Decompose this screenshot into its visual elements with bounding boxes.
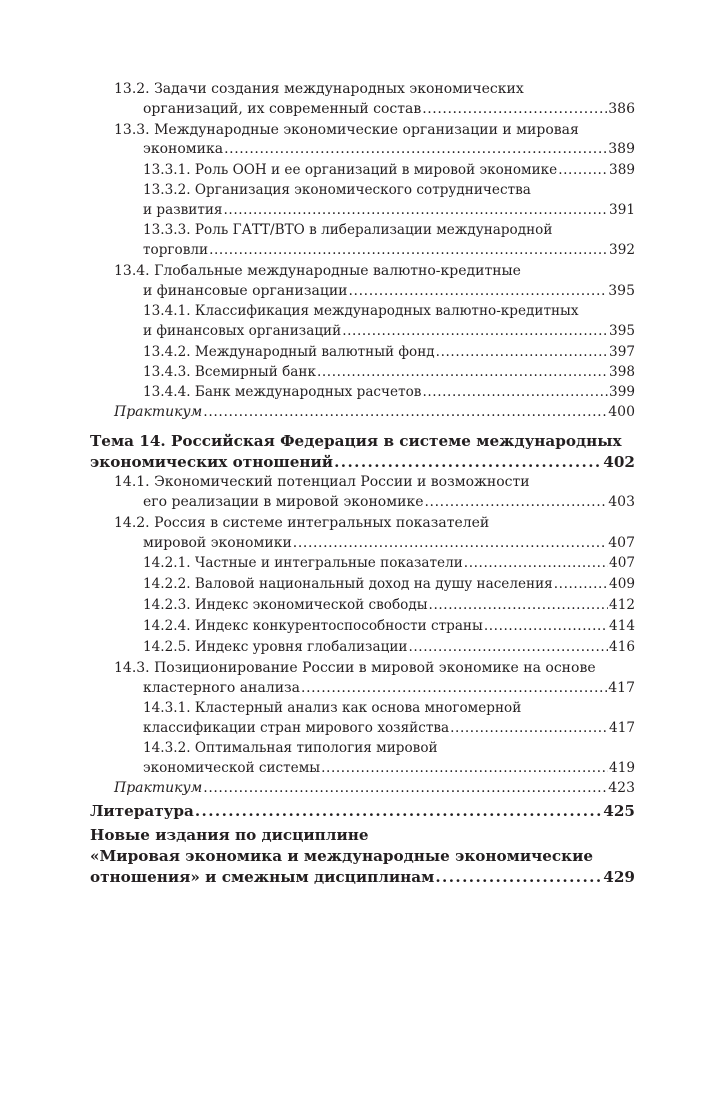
- dot-leader: [349, 283, 608, 299]
- toc-entry-title: 14.2.5. Индекс уровня глобализации: [143, 639, 408, 655]
- dot-leader: [223, 202, 608, 218]
- toc-entry-title: 13.4.3. Всемирный банк: [143, 364, 316, 380]
- toc-entry-title: организаций, их современный состав: [143, 101, 422, 117]
- toc-entry-14-3-1-cont: [143, 720, 635, 736]
- toc-page-number: 407: [608, 535, 635, 551]
- toc-entry-13-2: [114, 81, 524, 97]
- toc-page-number: 409: [609, 576, 635, 592]
- toc-entry-title: Практикум: [114, 404, 203, 420]
- toc-page-number: 389: [608, 141, 635, 157]
- toc-page-number: 391: [609, 202, 635, 218]
- toc-entry-title: 13.4. Глобальные международные валютно-кредитные: [114, 263, 521, 279]
- toc-entry-title: 14.2.1. Частные и интегральные показатели: [143, 555, 463, 571]
- toc-entry-title: и финансовых организаций: [143, 323, 342, 339]
- toc-page-number: 407: [609, 555, 635, 571]
- toc-entry-title: и финансовые организации: [143, 283, 348, 299]
- toc-page-number: 414: [609, 618, 635, 634]
- toc-page-number: 419: [609, 760, 635, 776]
- toc-entry-14-2-5: [143, 639, 635, 655]
- dot-leader: [317, 364, 608, 380]
- toc-entry-13-4-4: [143, 384, 635, 400]
- toc-entry-title: кластерного анализа: [143, 680, 301, 696]
- toc-entry-13-3-3: [143, 222, 552, 238]
- toc-page-number: 398: [609, 364, 635, 380]
- dot-leader: [429, 597, 609, 613]
- dot-leader: [422, 384, 608, 400]
- dot-leader: [195, 802, 602, 820]
- toc-entry-title: мировой экономики: [143, 535, 292, 551]
- toc-page-number: 399: [609, 384, 635, 400]
- toc-entry-14-2-3: [143, 597, 635, 613]
- dot-leader: [554, 576, 608, 592]
- toc-entry-title: 13.3.1. Роль ООН и ее организаций в мировой экономике: [143, 162, 558, 178]
- toc-topic-14-cont: [90, 453, 635, 471]
- toc-entry-14-2-cont: [143, 535, 635, 551]
- dot-leader: [334, 453, 602, 471]
- toc-entry-14-2-4: [143, 618, 635, 634]
- toc-topic-title: Тема 14. Российская Федерация в системе международных: [90, 432, 622, 450]
- dot-leader: [436, 344, 608, 360]
- toc-literature: [90, 802, 635, 820]
- dot-leader: [408, 639, 608, 655]
- toc-entry-14-1-cont: [143, 494, 635, 510]
- toc-entry-title: 13.2. Задачи создания международных экономических: [114, 81, 524, 97]
- toc-entry-title: торговли: [143, 242, 209, 258]
- toc-entry-title: 14.3.2. Оптимальная типология мировой: [143, 740, 438, 756]
- toc-page-number: 395: [608, 283, 635, 299]
- toc-topic-title: экономических отношений: [90, 453, 334, 471]
- toc-page-number: 392: [609, 242, 635, 258]
- toc-entry-13-3-2-cont: [143, 202, 635, 218]
- toc-entry-13-3-cont: [143, 141, 635, 157]
- toc-entry-title: 14.2.2. Валовой национальный доход на душу населения: [143, 576, 553, 592]
- toc-entry-14-3: [114, 660, 596, 676]
- toc-entry-14-2-1: [143, 555, 635, 571]
- toc-new-editions-cont: [90, 847, 593, 865]
- dot-leader: [464, 555, 608, 571]
- dot-leader: [342, 323, 608, 339]
- toc-entry-title: экономика: [143, 141, 224, 157]
- toc-entry-13-2-cont: [143, 101, 635, 117]
- toc-page-number: 425: [603, 802, 635, 820]
- dot-leader: [435, 868, 602, 886]
- dot-leader: [203, 404, 607, 420]
- toc-entry-title: Практикум: [114, 780, 203, 796]
- dot-leader: [301, 680, 607, 696]
- toc-entry-title: 13.4.4. Банк международных расчетов: [143, 384, 422, 400]
- toc-topic-title: отношения» и смежным дисциплинам: [90, 868, 435, 886]
- dot-leader: [422, 101, 607, 117]
- dot-leader: [293, 535, 607, 551]
- toc-entry-practicum-13: [114, 404, 635, 420]
- toc-entry-13-3-2: [143, 182, 531, 198]
- toc-page-number: 416: [609, 639, 635, 655]
- toc-topic-14: [90, 432, 622, 450]
- toc-page-number: 389: [609, 162, 635, 178]
- dot-leader: [484, 618, 608, 634]
- toc-entry-practicum-14: [114, 780, 635, 796]
- toc-entry-13-3-3-cont: [143, 242, 635, 258]
- toc-entry-title: классификации стран мирового хозяйства: [143, 720, 450, 736]
- toc-page-number: 429: [603, 868, 635, 886]
- toc-entry-14-2-2: [143, 576, 635, 592]
- toc-entry-title: 14.2. Россия в системе интегральных показателей: [114, 515, 490, 531]
- toc-entry-13-4-3: [143, 364, 635, 380]
- toc-entry-title: 13.3.3. Роль ГАТТ/ВТО в либерализации международной: [143, 222, 553, 238]
- toc-page-number: 423: [608, 780, 635, 796]
- toc-page-number: 403: [608, 494, 635, 510]
- toc-new-editions: [90, 826, 369, 844]
- dot-leader: [209, 242, 608, 258]
- toc-page-number: 386: [608, 101, 635, 117]
- toc-entry-13-4: [114, 263, 521, 279]
- toc-page-number: 400: [608, 404, 635, 420]
- toc-entry-title: 13.3.2. Организация экономического сотрудничества: [143, 182, 531, 198]
- toc-entry-title: 13.4.1. Классификация международных валютно-кредитных: [143, 303, 579, 319]
- toc-page-number: 395: [609, 323, 635, 339]
- toc-entry-14-3-cont: [143, 680, 635, 696]
- toc-new-editions-cont2: [90, 868, 635, 886]
- dot-leader: [224, 141, 607, 157]
- toc-topic-title: «Мировая экономика и международные экономические: [90, 847, 594, 865]
- dot-leader: [425, 494, 608, 510]
- toc-page-number: 417: [608, 680, 635, 696]
- dot-leader: [558, 162, 608, 178]
- toc-entry-title: 14.2.4. Индекс конкурентоспособности страны: [143, 618, 483, 634]
- toc-topic-title: Литература: [90, 802, 194, 820]
- toc-entry-title: его реализации в мировой экономике: [143, 494, 424, 510]
- toc-topic-title: Новые издания по дисциплине: [90, 826, 369, 844]
- toc-entry-title: 14.1. Экономический потенциал России и возможности: [114, 474, 530, 490]
- dot-leader: [203, 780, 607, 796]
- toc-entry-13-4-2: [143, 344, 635, 360]
- toc-entry-13-4-cont: [143, 283, 635, 299]
- toc-entry-title: 13.4.2. Международный валютный фонд: [143, 344, 435, 360]
- dot-leader: [450, 720, 608, 736]
- toc-entry-14-2: [114, 515, 489, 531]
- toc-entry-14-3-2: [143, 740, 438, 756]
- toc-entry-title: 14.2.3. Индекс экономической свободы: [143, 597, 428, 613]
- toc-entry-14-1: [114, 474, 530, 490]
- toc-page-number: 397: [609, 344, 635, 360]
- toc-entry-14-3-1: [143, 700, 521, 716]
- toc-entry-13-4-1: [143, 303, 579, 319]
- toc-page-number: 412: [609, 597, 635, 613]
- toc-entry-title: экономической системы: [143, 760, 321, 776]
- toc-page-number: 402: [603, 453, 635, 471]
- toc-entry-13-3: [114, 122, 579, 138]
- toc-entry-title: и развития: [143, 202, 223, 218]
- toc-entry-14-3-2-cont: [143, 760, 635, 776]
- toc-entry-13-3-1: [143, 162, 635, 178]
- toc-entry-title: 14.3.1. Кластерный анализ как основа многомерной: [143, 700, 522, 716]
- dot-leader: [321, 760, 608, 776]
- toc-entry-title: 13.3. Международные экономические организации и мировая: [114, 122, 579, 138]
- toc-entry-title: 14.3. Позиционирование России в мировой экономике на основе: [114, 660, 596, 676]
- toc-page-number: 417: [609, 720, 635, 736]
- toc-entry-13-4-1-cont: [143, 323, 635, 339]
